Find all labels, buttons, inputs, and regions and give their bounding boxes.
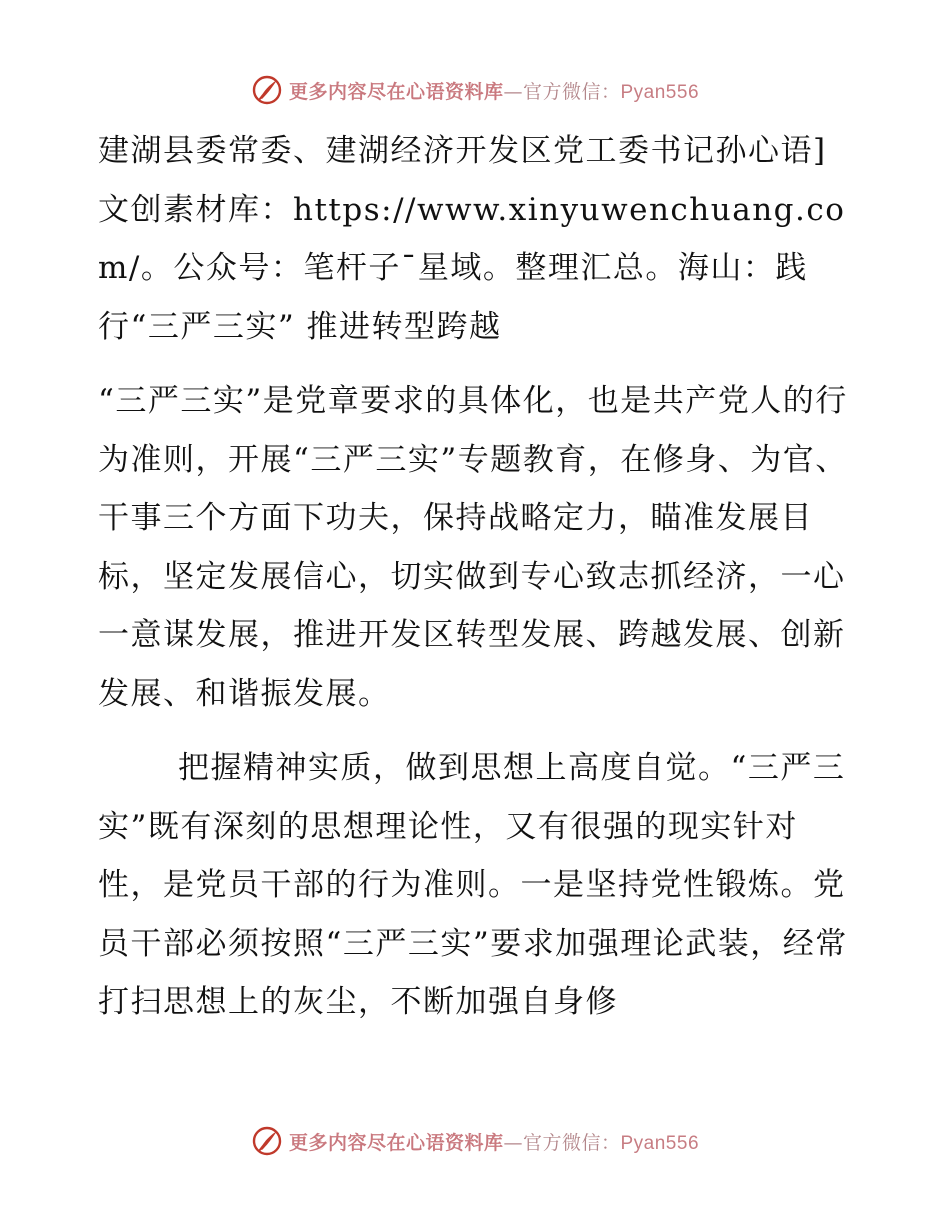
paragraph-intro: “三严三实”是党章要求的具体化，也是共产党人的行为准则，开展“三严三实”专题教育，在修身、为官、干事三个方面下功夫，保持战略定力，瞄准发展目标，坚定发展信心，切实做到专心致志抓经济，一心一意谋发展，推进开发区转型发展、跨越发展、创新发展、和谐振发展。 [98, 383, 848, 712]
watermark-main-text: 更多内容尽在心语资料库 [288, 1131, 504, 1154]
paragraph-title: 建湖县委常委、建湖经济开发区党工委书记孙心语]文创素材库：https://www.xinyuwenchuang.com/。公众号：笔杆子¯星域。整理汇总。海山：践行“三严三实” 推进转型跨越 [98, 133, 846, 345]
watermark-wechat-id: Pyan556 [620, 81, 700, 103]
watermark-text [289, 1128, 699, 1155]
header-watermark [0, 70, 950, 110]
watermark-main-text: 更多内容尽在心语资料库 [288, 80, 504, 103]
quill-logo-icon [251, 74, 283, 106]
watermark-label: 官方微信： [522, 1131, 621, 1154]
watermark-separator: — [503, 1131, 523, 1154]
watermark-separator: — [503, 80, 523, 103]
watermark-text [289, 77, 699, 104]
watermark-label: 官方微信： [522, 80, 621, 103]
paragraph-main: 把握精神实质，做到思想上高度自觉。“三严三实”既有深刻的思想理论性，又有很强的现实针对性，是党员干部的行为准则。一是坚持党性锻炼。党员干部必须按照“三严三实”要求加强理论武装，经常打扫思想上的灰尘，不断加强自身修 [98, 750, 848, 1020]
watermark-wechat-id: Pyan556 [620, 1132, 700, 1154]
footer-watermark [0, 1121, 950, 1161]
document-body [98, 122, 858, 1032]
quill-logo-icon [251, 1125, 283, 1157]
